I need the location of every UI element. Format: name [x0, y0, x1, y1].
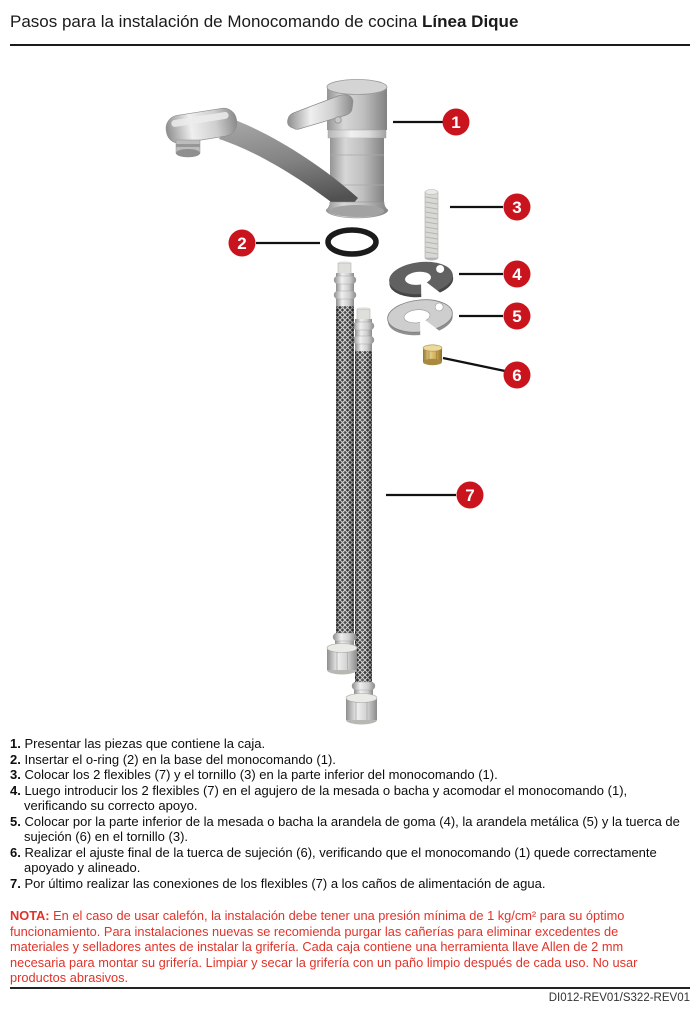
page-title-bold: Línea Dique: [422, 12, 519, 31]
step-item: [10, 767, 684, 783]
steps-list: [10, 736, 684, 891]
step-number: 2.: [10, 751, 21, 767]
step-number: 3.: [10, 767, 21, 782]
step-item: [10, 752, 684, 768]
step-text: Por último realizar las conexiones de los flexibles (7) a los caños de alimentación de agua.: [20, 875, 546, 891]
step-item: [10, 736, 684, 752]
callout-7-label: 7: [465, 486, 475, 505]
step-number: 4.: [10, 782, 21, 798]
callout-4: [504, 261, 531, 288]
callout-3: [504, 194, 531, 221]
callout-7: [457, 482, 484, 509]
step-item: [10, 783, 684, 814]
callout-2-label: 2: [237, 234, 247, 253]
leader-line-6: [443, 358, 505, 371]
callout-1-label: 1: [451, 113, 461, 132]
o-ring-illustration: [328, 230, 376, 254]
step-text: Luego introducir los 2 flexibles (7) en el agujero de la mesada o bacha y acomodar el monocomando (1), verificando su correcto apoyo.: [20, 782, 628, 813]
callout-6: [504, 362, 531, 389]
step-item: [10, 814, 684, 845]
nota-text: En el caso de usar calefón, la instalación debe tener una presión mínima de 1 kg/cm² para su óptimo funcionamiento. Para instalaciones nuevas se recomienda purgar las cañerías para eliminar excedentes de materiales y selladores antes de instalar la grifería. Cada caja contiene una herramienta llave Allen de 2 mm necesaria para montar su grifería. Limpiar y secar la grifería con un paño limpio después de cada uso. No usar productos abrasivos.: [10, 908, 638, 986]
fastening-nut-illustration: [423, 345, 442, 365]
nota-paragraph: [10, 908, 678, 986]
footer-divider: [10, 987, 690, 989]
callout-3-label: 3: [512, 198, 522, 217]
title-divider: [10, 44, 690, 46]
faucet-parts-illustration: [0, 60, 700, 740]
page-title-regular: Pasos para la instalación de Monocomando de cocina: [10, 12, 418, 31]
callout-2: [229, 230, 256, 257]
step-number: 5.: [10, 813, 21, 829]
step-item: [10, 845, 684, 876]
screw-illustration: [425, 190, 438, 261]
document-code: DI012-REV01/S322-REV01: [548, 992, 690, 1004]
hose-left: [327, 261, 357, 675]
callout-1: [443, 109, 470, 136]
flexible-hoses-illustration: [327, 261, 377, 725]
callout-5: [504, 303, 531, 330]
step-number: 1.: [10, 736, 21, 751]
nota-label: NOTA:: [10, 908, 50, 923]
step-text: Colocar los 2 flexibles (7) y el tornillo (3) en la parte inferior del monocomando (1).: [20, 767, 498, 782]
step-text: Presentar las piezas que contiene la caja.: [20, 736, 266, 751]
step-text: Colocar por la parte inferior de la mesada o bacha la arandela de goma (4), la arandela metálica (5) y la tuerca de sujeción (6) en el tornillo (3).: [20, 813, 680, 844]
callout-5-label: 5: [512, 307, 522, 326]
rubber-washer-illustration: [388, 259, 456, 303]
step-number: 7.: [10, 875, 21, 891]
step-text: Insertar el o-ring (2) en la base del monocomando (1).: [20, 751, 336, 767]
callout-4-label: 4: [512, 265, 522, 284]
step-item: [10, 876, 684, 892]
page-title: [10, 12, 518, 32]
step-number: 6.: [10, 844, 21, 860]
faucet-illustration: [164, 80, 388, 219]
lever-pin: [335, 117, 341, 123]
exploded-diagram: [0, 60, 700, 740]
metal-washer-illustration: [386, 297, 455, 342]
step-text: Realizar el ajuste final de la tuerca de sujeción (6), verificando que el monocomando (1) quede correctamente apoyado y alineado.: [20, 844, 657, 875]
callout-6-label: 6: [512, 366, 522, 385]
